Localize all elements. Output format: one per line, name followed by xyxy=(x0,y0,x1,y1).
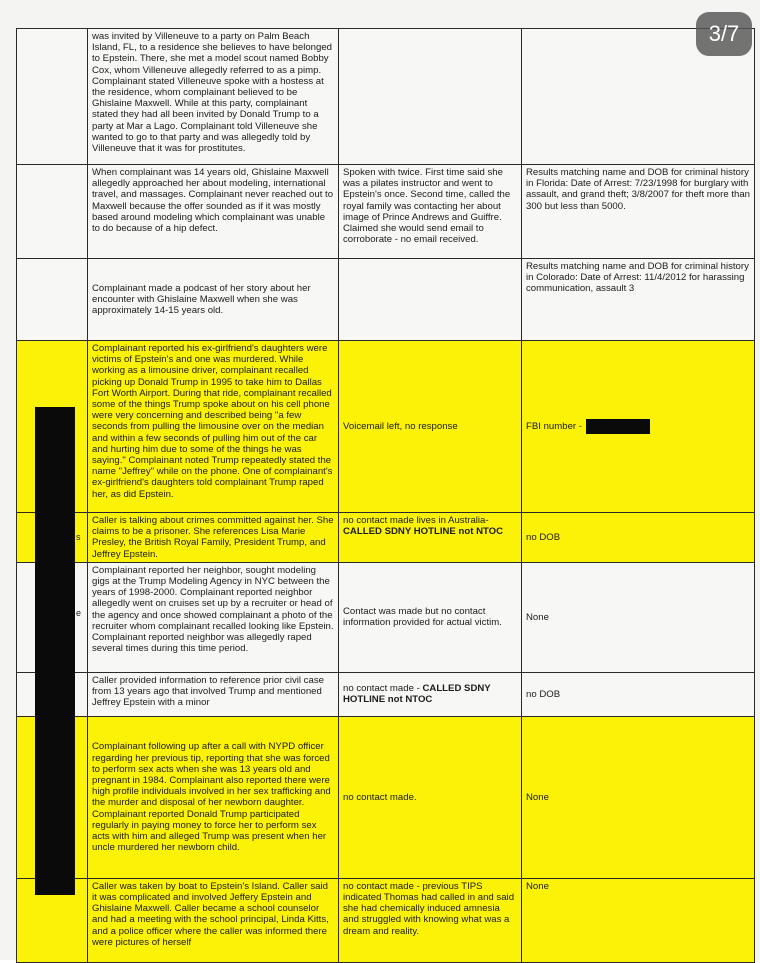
table-row xyxy=(17,513,755,563)
criminal-history-cell: no DOB xyxy=(522,672,755,716)
tips-table xyxy=(16,28,755,963)
complaint-details-cell: Caller provided information to reference prior civil case from 13 years ago that involved Trump and mentioned Jeffrey Epstein with a minor xyxy=(88,672,339,716)
complaint-details-cell: When complainant was 14 years old, Ghislaine Maxwell allegedly approached her about modeling, international travel, and massages. Complainant never reached out to Maxwell because the offer sounded as if it was mostly based around modeling which complainant was unable to do because of a hip defect. xyxy=(88,165,339,259)
criminal-history-cell: Results matching name and DOB for criminal history in Colorado: Date of Arrest: 11/4/2012 for harassing communication, assault 3 xyxy=(522,259,755,341)
table-row xyxy=(17,562,755,672)
criminal-history-cell: no DOB xyxy=(522,513,755,563)
fbi-number-label: FBI number - xyxy=(526,421,582,433)
contact-status-cell xyxy=(339,29,522,165)
redaction-column-cell xyxy=(17,259,88,341)
table-row xyxy=(17,672,755,716)
table-row xyxy=(17,341,755,513)
contact-status-cell: no contact made. xyxy=(339,716,522,878)
redaction-bar xyxy=(35,407,75,895)
complaint-details-cell: Complainant reported his ex-girlfriend's daughters were victims of Epstein's and one was murdered. While working as a limousine driver, complainant recalled picking up Donald Trump in 1995 to take him to Dallas Fort Worth Airport. During that ride, complainant recalled some of the things Trump spoke about on his cell phone were very concerning and described being "a few seconds from pulling the limousine over on the median and within a few seconds of pulling him out of the car and hurting him due to some of the things he was saying." Complainant noted Trump repeatedly stated the name "Jeffrey" while on the phone. One of complainant's ex-girlfriend's daughters told complainant Trump raped her, as did Epstein. xyxy=(88,341,339,513)
margin-mark: e xyxy=(76,608,82,618)
complaint-details-cell: Complainant reported her neighbor, sought modeling gigs at the Trump Modeling Agency in NYC between the years of 1998-2000. Complainant reported neighbor allegedly went on cruises set up by a recruiter or head of the agency and once showed complainant a photo of the recruiter whom complainant recalled looking like Epstein. Complainant reported neighbor was allegedly raped several times during this time period. xyxy=(88,562,339,672)
criminal-history-cell xyxy=(522,341,755,513)
criminal-history-cell: Results matching name and DOB for criminal history in Florida: Date of Arrest: 7/23/1998 for burglary with assault, and grand theft; 3/8/2007 for theft more than 300 but less than 5000. xyxy=(522,165,755,259)
contact-status-cell: no contact made - previous TIPS indicated Thomas had called in and said she had chemically induced amnesia and struggled with knowing what was a dream and reality. xyxy=(339,878,522,962)
contact-status-bold: CALLED SDNY HOTLINE not NTOC xyxy=(343,526,504,538)
table-row xyxy=(17,259,755,341)
criminal-history-cell: None xyxy=(522,878,755,962)
redaction-block xyxy=(586,419,650,434)
contact-status-bold: CALLED SDNY HOTLINE not NTOC xyxy=(343,683,491,706)
table-row xyxy=(17,878,755,962)
criminal-history-cell: None xyxy=(522,716,755,878)
table-row xyxy=(17,716,755,878)
complaint-details-cell: Caller is talking about crimes committed against her. She claims to be a prisoner. She references Lisa Marie Presley, the British Royal Family, President Trump, and Jeffrey Epstein. xyxy=(88,513,339,563)
redaction-column-cell xyxy=(17,165,88,259)
margin-mark: s xyxy=(76,532,81,542)
contact-status-cell: Contact was made but no contact information provided for actual victim. xyxy=(339,562,522,672)
complaint-details-cell: Caller was taken by boat to Epstein's Island. Caller said it was complicated and involved Jeffery Epstein and Ghislaine Maxwell. Caller became a school counselor and had a meeting with the school principal, Linda Kitts, and a police officer where the caller was informed there were pictures of herself xyxy=(88,878,339,962)
contact-status-cell: Spoken with twice. First time said she was a pilates instructor and went to Epstein's once. Second time, called the royal family was contacting her about image of Prince Andrews and Guiffre. Claimed she would send email to corroborate - no email received. xyxy=(339,165,522,259)
complaint-details-cell: Complainant following up after a call with NYPD officer regarding her previous tip, reporting that she was forced to perform sex acts when she was 13 years old and pregnant in 1984. Complainant also reported there were high profile individuals involved in her sex trafficking and the murder and disposal of her newborn daughter. Complainant reported Donald Trump participated regularly in paying money to force her to perform sex acts with him and alleged Trump was present when her uncle murdered her newborn child. xyxy=(88,716,339,878)
contact-status-cell xyxy=(339,259,522,341)
page-indicator-badge: 3/7 xyxy=(696,12,752,56)
contact-status-cell xyxy=(339,513,522,563)
contact-status-text: no contact made lives in Australia- xyxy=(343,515,489,526)
contact-status-cell: Voicemail left, no response xyxy=(339,341,522,513)
contact-status-cell xyxy=(339,672,522,716)
complaint-details-cell: was invited by Villeneuve to a party on Palm Beach Island, FL, to a residence she believes to have belonged to Epstein. There, she met a model scout named Bobby Cox, whom Villeneuve allegedly referred to as a pimp. Complainant stated Villeneuve spoke with a hostess at the residence, whom complainant believed to be Ghislaine Maxwell. While at this party, complainant stated they had all been invited by Donald Trump to a party at Mar a Lago. Complainant told Villeneuve she wanted to go to that party and was allegedly told by Villeneuve that it was for prostitutes. xyxy=(88,29,339,165)
table-row xyxy=(17,29,755,165)
redaction-column-cell xyxy=(17,29,88,165)
criminal-history-cell: None xyxy=(522,562,755,672)
complaint-details-cell: Complainant made a podcast of her story about her encounter with Ghislaine Maxwell when she was approximately 14-15 years old. xyxy=(88,259,339,341)
table-row xyxy=(17,165,755,259)
contact-status-text: no contact made - xyxy=(343,683,420,695)
